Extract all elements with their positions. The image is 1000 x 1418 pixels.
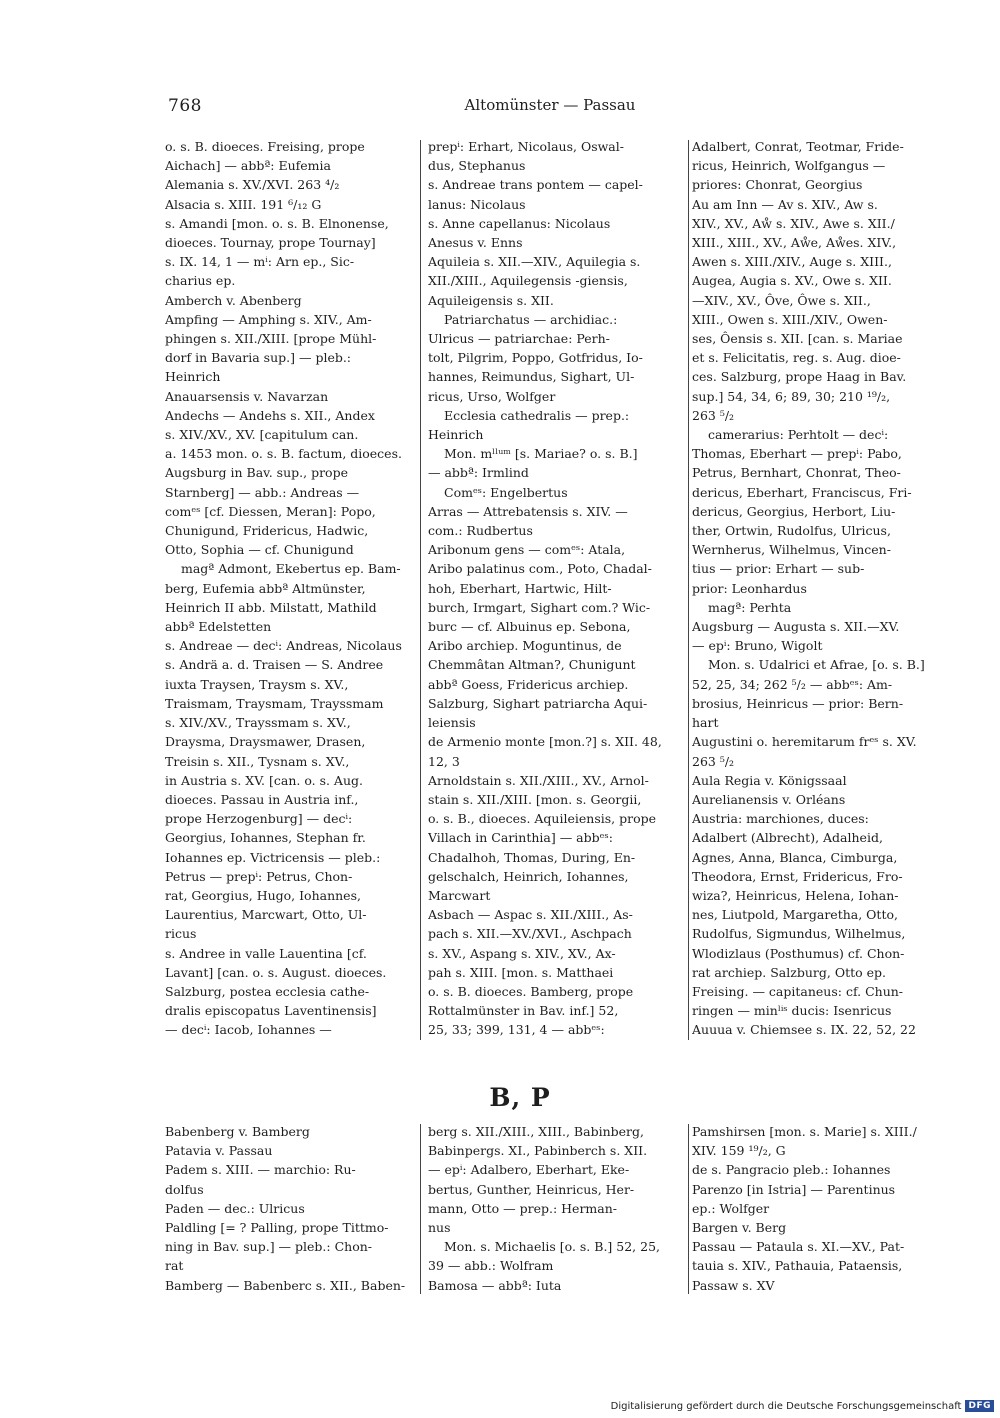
entry-line: Aribonum gens — comᵉˢ: Atala, xyxy=(428,542,626,558)
entry-line: priores: Chonrat, Georgius xyxy=(692,177,863,193)
entry-line: ricus, Heinrich, Wolfgangus — xyxy=(692,158,886,174)
entry-line: dorf in Bavaria sup.] — pleb.: xyxy=(165,350,352,366)
footer xyxy=(611,1400,994,1412)
entry-line: charius ep. xyxy=(165,273,236,289)
entry-line: Rottalmünster in Bav. inf.] 52, xyxy=(428,1003,619,1019)
entry-line: ricus xyxy=(165,926,197,942)
page-number: 768 xyxy=(168,96,202,116)
entry-line: Alsacia s. XIII. 191 ⁶/₁₂ G xyxy=(165,196,322,212)
entry-line: hannes, Reimundus, Sighart, Ul- xyxy=(428,369,635,385)
entry-line: Wernherus, Wilhelmus, Vincen- xyxy=(692,542,891,558)
running-head: Altomünster — Passau xyxy=(464,96,636,114)
entry-line: Augea, Augia s. XV., Owe s. XII. xyxy=(692,273,892,289)
entry-line: Georgius, Iohannes, Stephan fr. xyxy=(165,830,366,846)
entry-line: lanus: Nicolaus xyxy=(428,196,526,212)
entry-line: Andechs — Andehs s. XII., Andex xyxy=(165,407,375,423)
entry-line: Bamberg — Babenberc s. XII., Baben- xyxy=(165,1277,406,1293)
entry-line: Awen s. XIII./XIV., Auge s. XIII., xyxy=(692,254,892,270)
entry-line: Passau — Pataula s. XI.—XV., Pat- xyxy=(692,1239,905,1255)
entry-line: rat xyxy=(165,1258,184,1274)
entry-line: bertus, Gunther, Heinricus, Her- xyxy=(428,1181,635,1197)
entry-line: Bamosa — abbª: Iuta xyxy=(428,1277,562,1293)
entry-line: ces. Salzburg, prope Haag in Bav. xyxy=(692,369,907,385)
entry-line: s. Andree in valle Lauentina [cf. xyxy=(165,945,367,961)
entry-line: — abbª: Irmlind xyxy=(428,465,529,481)
dfg-logo-icon: DFG xyxy=(965,1400,994,1412)
entry-line: Paldling [= ? Palling, prope Tittmo- xyxy=(165,1220,389,1236)
entry-line: Heinrich xyxy=(428,427,484,443)
entry-line: pah s. XIII. [mon. s. Matthaei xyxy=(428,964,614,980)
entry-line: burc — cf. Albuinus ep. Sebona, xyxy=(428,619,631,635)
entry-line: — decⁱ: Iacob, Iohannes — xyxy=(165,1022,332,1038)
entry-line: com.: Rudbertus xyxy=(428,523,533,539)
entry-line: Wlodizlaus (Posthumus) cf. Chon- xyxy=(692,945,905,961)
entry-line: burch, Irmgart, Sighart com.? Wic- xyxy=(428,599,651,615)
entry-line: s. XIV./XV., Trayssmam s. XV., xyxy=(165,715,351,731)
entry-line: Chunigund, Fridericus, Hadwic, xyxy=(165,523,369,539)
entry-line: sup.] 54, 34, 6; 89, 30; 210 ¹⁹/₂, xyxy=(692,388,891,404)
entry-line: mann, Otto — prep.: Herman- xyxy=(428,1200,618,1216)
entry-line: stain s. XII./XIII. [mon. s. Georgii, xyxy=(428,791,642,807)
entry-line: 39 — abb.: Wolfram xyxy=(428,1258,554,1274)
entry-line: prior: Leonhardus xyxy=(692,580,807,596)
entry-line: — epⁱ: Adalbero, Eberhart, Eke- xyxy=(428,1162,630,1178)
entry-line: Heinrich II abb. Milstatt, Mathild xyxy=(165,599,377,615)
entry-line: abbª Goess, Fridericus archiep. xyxy=(428,676,629,692)
entry-line: camerarius: Perhtolt — decⁱ: xyxy=(708,427,889,443)
entry-line: Auuua v. Chiemsee s. IX. 22, 52, 22 xyxy=(692,1022,916,1038)
entry-line: dralis episcopatus Laventinensis] xyxy=(165,1003,377,1019)
entry-line: ning in Bav. sup.] — pleb.: Chon- xyxy=(165,1239,372,1255)
footer-text: Digitalisierung gefördert durch die Deutsche Forschungsgemeinschaft xyxy=(610,1400,962,1412)
entry-line: Salzburg, Sighart patriarcha Aqui- xyxy=(428,695,648,711)
entry-line: gelschalch, Heinrich, Iohannes, xyxy=(428,868,629,884)
entry-line: 263 ⁵/₂ xyxy=(692,753,735,769)
entry-line: Aichach] — abbª: Eufemia xyxy=(165,158,331,174)
entry-line: a. 1453 mon. o. s. B. factum, dioeces. xyxy=(165,446,402,462)
entry-line: 52, 25, 34; 262 ⁵/₂ — abbᵉˢ: Am- xyxy=(692,676,893,692)
entry-line: de s. Pangracio pleb.: Iohannes xyxy=(692,1162,891,1178)
entry-line: s. Anne capellanus: Nicolaus xyxy=(428,215,611,231)
entry-line: ses, Ôensis s. XII. [can. s. Mariae xyxy=(692,331,903,347)
entry-line: leiensis xyxy=(428,715,476,731)
entry-line: Iohannes ep. Victricensis — pleb.: xyxy=(165,849,381,865)
upper-column-2 xyxy=(428,137,686,1040)
entry-line: Rudolfus, Sigmundus, Wilhelmus, xyxy=(692,926,906,942)
entry-line: Amberch v. Abenberg xyxy=(165,292,302,308)
entry-line: Aribo palatinus com., Poto, Chadal- xyxy=(428,561,652,577)
entry-line: Babinpergs. XI., Pabinberch s. XII. xyxy=(428,1143,648,1159)
entry-line: XII./XIII., Aquilegensis -giensis, xyxy=(428,273,628,289)
entry-line: Traismam, Traysmam, Trayssmam xyxy=(165,695,384,711)
entry-line: Paden — dec.: Ulricus xyxy=(165,1200,305,1216)
entry-line: in Austria s. XV. [can. o. s. Aug. xyxy=(165,772,363,788)
entry-line: Mon. mˡˡᵘᵐ [s. Mariae? o. s. B.] xyxy=(444,446,638,462)
entry-line: Bargen v. Berg xyxy=(692,1220,787,1236)
entry-line: abbª Edelstetten xyxy=(165,619,272,635)
entry-line: hart xyxy=(692,715,719,731)
entry-line: Pamshirsen [mon. s. Marie] s. XIII./ xyxy=(692,1124,917,1139)
entry-line: s. Andreae — decⁱ: Andreas, Nicolaus xyxy=(165,638,402,654)
entry-line: Petrus — prepⁱ: Petrus, Chon- xyxy=(165,868,353,884)
entry-line: Laurentius, Marcwart, Otto, Ul- xyxy=(165,907,367,923)
entry-line: Augustini o. heremitarum frᵉˢ s. XV. xyxy=(692,734,917,750)
entry-line: Arras — Attrebatensis s. XIV. — xyxy=(428,503,628,519)
section-heading: B, P xyxy=(489,1083,551,1112)
entry-line: Otto, Sophia — cf. Chunigund xyxy=(165,542,354,558)
entry-line: Villach in Carinthia] — abbᵉˢ: xyxy=(428,830,613,846)
entry-line: dericus, Georgius, Herbort, Liu- xyxy=(692,503,896,519)
entry-line: Alemania s. XV./XVI. 263 ⁴/₂ xyxy=(165,177,340,193)
entry-line: s. IX. 14, 1 — mⁱ: Arn ep., Sic- xyxy=(165,254,355,270)
entry-line: berg, Eufemia abbª Altmünster, xyxy=(165,580,366,596)
entry-line: Padem s. XIII. — marchio: Ru- xyxy=(165,1162,356,1178)
entry-line: Adalbert, Conrat, Teotmar, Fride- xyxy=(692,139,904,154)
entry-line: Anauarsensis v. Navarzan xyxy=(165,388,329,404)
entry-line: magª Admont, Ekebertus ep. Bam- xyxy=(181,561,401,577)
entry-line: rat archiep. Salzburg, Otto ep. xyxy=(692,964,886,980)
entry-line: comᵉˢ [cf. Diessen, Meran]: Popo, xyxy=(165,503,376,519)
column-divider xyxy=(420,140,421,1040)
lower-column-2 xyxy=(428,1122,686,1295)
entry-line: de Armenio monte [mon.?] s. XII. 48, xyxy=(428,734,662,750)
upper-column-3 xyxy=(692,137,952,1040)
entry-line: Agnes, Anna, Blanca, Cimburga, xyxy=(692,849,898,865)
upper-column-1 xyxy=(165,137,415,1040)
entry-line: — epⁱ: Bruno, Wigolt xyxy=(692,638,823,654)
entry-line: Ulricus — patriarchae: Perh- xyxy=(428,331,610,347)
entry-line: Aribo archiep. Moguntinus, de xyxy=(428,638,622,654)
entry-line: Thomas, Eberhart — prepⁱ: Pabo, xyxy=(692,446,902,462)
entry-line: Aquileia s. XII.—XIV., Aquilegia s. xyxy=(428,254,641,270)
entry-line: Draysma, Draysmawer, Drasen, xyxy=(165,734,366,750)
entry-line: Starnberg] — abb.: Andreas — xyxy=(165,484,360,500)
entry-line: Marcwart xyxy=(428,887,491,903)
entry-line: Austria: marchiones, duces: xyxy=(692,811,869,827)
column-divider xyxy=(420,1124,421,1294)
entry-line: Theodora, Ernst, Fridericus, Fro- xyxy=(692,868,903,884)
entry-line: Mon. s. Michaelis [o. s. B.] 52, 25, xyxy=(444,1239,660,1255)
entry-line: Anesus v. Enns xyxy=(428,235,523,251)
lower-column-1 xyxy=(165,1122,415,1295)
entry-line: wiza?, Heinricus, Helena, Iohan- xyxy=(692,887,899,903)
entry-line: Ecclesia cathedralis — prep.: xyxy=(444,407,630,423)
entry-line: XIII., Owen s. XIII./XIV., Owen- xyxy=(692,311,888,327)
entry-line: s. Amandi [mon. o. s. B. Elnonense, xyxy=(165,215,389,231)
entry-line: Salzburg, postea ecclesia cathe- xyxy=(165,983,370,999)
entry-line: Au am Inn — Av s. XIV., Aw s. xyxy=(692,196,878,212)
entry-line: Asbach — Aspac s. XII./XIII., As- xyxy=(428,907,633,923)
column-divider xyxy=(688,1124,689,1294)
entry-line: Babenberg v. Bamberg xyxy=(165,1124,310,1139)
entry-line: Passaw s. XV xyxy=(692,1277,775,1293)
entry-line: Patavia v. Passau xyxy=(165,1143,273,1159)
entry-line: Comᵉˢ: Engelbertus xyxy=(444,484,568,500)
entry-line: dericus, Eberhart, Franciscus, Fri- xyxy=(692,484,912,500)
entry-line: dioeces. Tournay, prope Tournay] xyxy=(165,235,376,251)
entry-line: o. s. B. dioeces. Freising, prope xyxy=(165,139,365,154)
entry-line: ep.: Wolfger xyxy=(692,1200,770,1216)
entry-line: dioeces. Passau in Austria inf., xyxy=(165,791,359,807)
entry-line: magª: Perhta xyxy=(708,599,792,615)
entry-line: Ampfing — Amphing s. XIV., Am- xyxy=(165,311,372,327)
entry-line: Aurelianensis v. Orléans xyxy=(692,791,846,807)
entry-line: XIV. 159 ¹⁹/₂, G xyxy=(692,1143,786,1159)
entry-line: nes, Liutpold, Margaretha, Otto, xyxy=(692,907,898,923)
entry-line: 25, 33; 399, 131, 4 — abbᵉˢ: xyxy=(428,1022,605,1038)
entry-line: tolt, Pilgrim, Poppo, Gotfridus, Io- xyxy=(428,350,643,366)
entry-line: Chadalhoh, Thomas, During, En- xyxy=(428,849,636,865)
entry-line: Aquileigensis s. XII. xyxy=(428,292,554,308)
entry-line: Freising. — capitaneus: cf. Chun- xyxy=(692,983,904,999)
entry-line: 263 ⁵/₂ xyxy=(692,407,735,423)
entry-line: ther, Ortwin, Rudolfus, Ulricus, xyxy=(692,523,891,539)
entry-line: berg s. XII./XIII., XIII., Babinberg, xyxy=(428,1124,644,1139)
entry-line: prope Herzogenburg] — decⁱ: xyxy=(165,811,353,827)
entry-line: s. XIV./XV., XV. [capitulum can. xyxy=(165,427,359,443)
entry-line: Parenzo [in Istria] — Parentinus xyxy=(692,1181,896,1197)
entry-line: dus, Stephanus xyxy=(428,158,526,174)
entry-line: Petrus, Bernhart, Chonrat, Theo- xyxy=(692,465,901,481)
entry-line: Treisin s. XII., Tysnam s. XV., xyxy=(165,753,350,769)
entry-line: XIV., XV., Aẘ s. XIV., Awe s. XII./ xyxy=(692,215,895,231)
entry-line: Augsburg in Bav. sup., prope xyxy=(165,465,348,481)
entry-line: s. Andrä a. d. Traisen — S. Andree xyxy=(165,657,384,673)
entry-line: o. s. B. dioeces. Bamberg, prope xyxy=(428,983,634,999)
entry-line: Augsburg — Augusta s. XII.—XV. xyxy=(692,619,900,635)
entry-line: Lavant] [can. o. s. August. dioeces. xyxy=(165,964,387,980)
entry-line: pach s. XII.—XV./XVI., Aschpach xyxy=(428,926,632,942)
entry-line: tauia s. XIV., Pathauia, Pataensis, xyxy=(692,1258,903,1274)
entry-line: phingen s. XII./XIII. [prope Mühl- xyxy=(165,331,377,347)
entry-line: Aula Regia v. Königssaal xyxy=(692,772,847,788)
entry-line: —XIV., XV., Ôve, Ôwe s. XII., xyxy=(692,292,871,308)
entry-line: Patriarchatus — archidiac.: xyxy=(444,311,618,327)
entry-line: prepⁱ: Erhart, Nicolaus, Oswal- xyxy=(428,139,624,154)
entry-line: XIII., XIII., XV., Aẘe, Aẘes. XIV., xyxy=(692,235,897,251)
entry-line: brosius, Heinricus — prior: Bern- xyxy=(692,695,904,711)
entry-line: ricus, Urso, Wolfger xyxy=(428,388,556,404)
entry-line: Chemmâtan Altman?, Chunigunt xyxy=(428,657,636,673)
lower-column-3 xyxy=(692,1122,952,1295)
entry-line: s. Andreae trans pontem — capel- xyxy=(428,177,643,193)
entry-line: tius — prior: Erhart — sub- xyxy=(692,561,865,577)
entry-line: Heinrich xyxy=(165,369,221,385)
column-divider xyxy=(688,140,689,1040)
entry-line: Adalbert (Albrecht), Adalheid, xyxy=(692,830,883,846)
entry-line: s. XV., Aspang s. XIV., XV., Ax- xyxy=(428,945,616,961)
entry-line: et s. Felicitatis, reg. s. Aug. dioe- xyxy=(692,350,901,366)
entry-line: rat, Georgius, Hugo, Iohannes, xyxy=(165,887,361,903)
entry-line: ringen — minˡⁱˢ ducis: Isenricus xyxy=(692,1003,892,1019)
entry-line: Arnoldstain s. XII./XIII., XV., Arnol- xyxy=(428,772,649,788)
entry-line: o. s. B., dioeces. Aquileiensis, prope xyxy=(428,811,656,827)
entry-line: dolfus xyxy=(165,1181,204,1197)
entry-line: nus xyxy=(428,1220,451,1236)
entry-line: hoh, Eberhart, Hartwic, Hilt- xyxy=(428,580,612,596)
entry-line: Mon. s. Udalrici et Afrae, [o. s. B.] xyxy=(708,657,925,673)
entry-line: 12, 3 xyxy=(428,753,460,769)
entry-line: iuxta Traysen, Traysm s. XV., xyxy=(165,676,349,692)
